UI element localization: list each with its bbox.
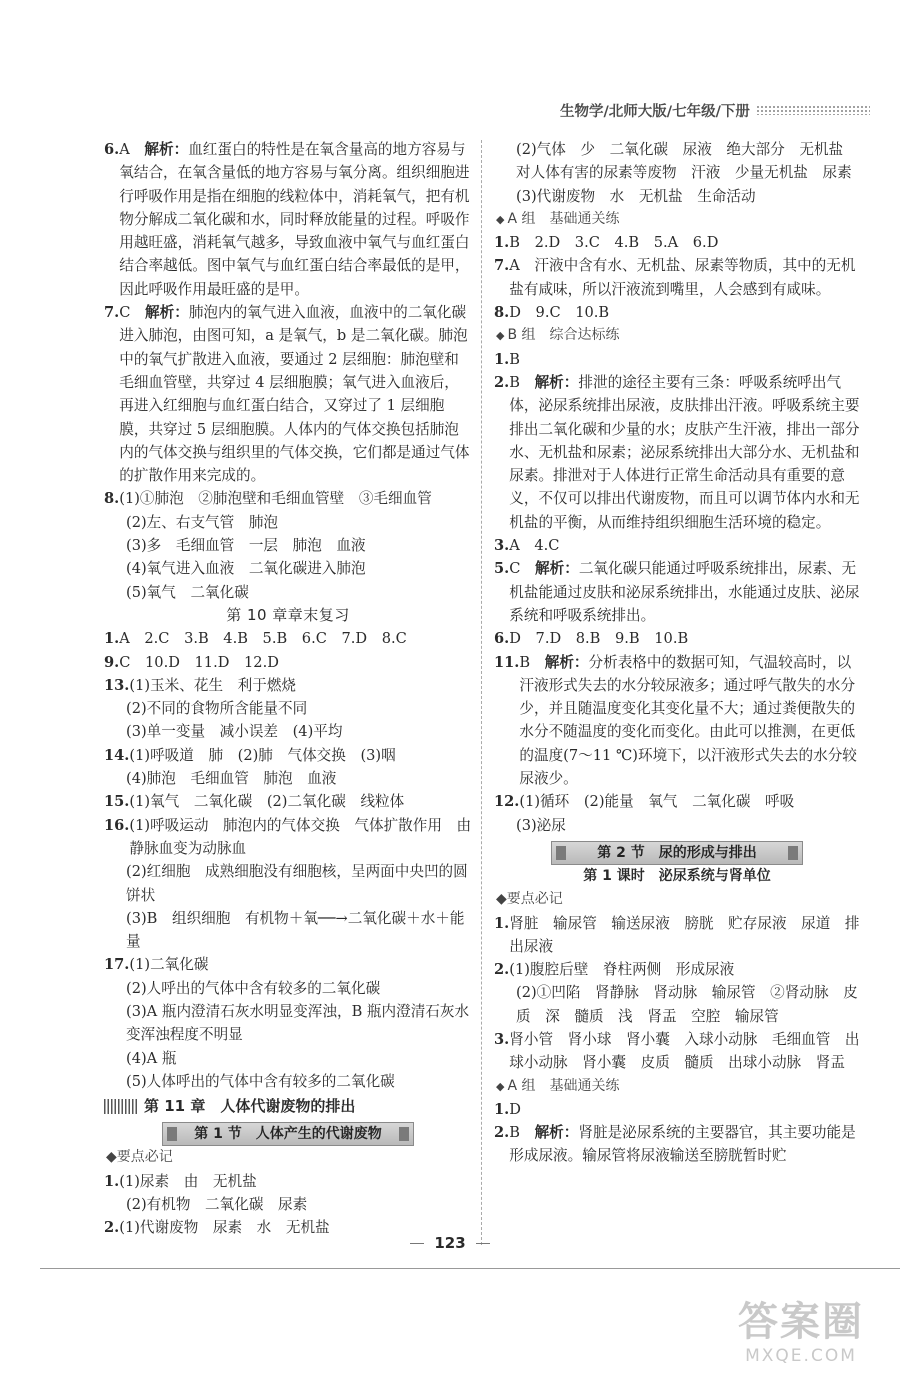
ch10-answer-16-sub: (3)B 组织细胞 有机物＋氧──→二氧化碳＋水＋能量 <box>126 909 465 951</box>
ch10-answer-16-sub: (2)红细胞 成熟细胞没有细胞核，呈两面中央凹的圆饼状 <box>126 863 468 904</box>
s1-answer-2-sub: (2)气体 少 二氧化碳 尿液 绝大部分 无机盐 对人体有害的尿素等废物 汗液 少量无机盐 尿素 <box>516 141 858 182</box>
group-a-answers-1-6: 1. B 2.D 3.C 4.B 5.A 6.D <box>494 234 719 252</box>
ch10-answer-14-sub: (4)肺泡 毛细血管 肺泡 血液 <box>126 770 337 788</box>
group-b-answer-2: 2. B 解析：排泄的途径主要有三条：呼吸系统呼出气体，泌尿系统排出尿液，皮肤排出汗液。呼吸系统主要排出二氧化碳和少量的水；皮肤产生汗液，排出一部分水、无机盐和尿素；泌尿系统排出大部分水、无机盐和尿素。排泄对于人体进行正常生命活动具有重要的意义，不仅可以排出代谢废物，而且可以调节体内水和无机盐的平衡，从而维持组织细胞生活环境的稳定。 <box>494 373 860 531</box>
group-a-heading: ◆ A 组 基础通关练 <box>496 210 620 227</box>
section2-banner: 第 2 节 尿的形成与排出 <box>551 841 803 865</box>
chapter10-review-title: 第 10 章章末复习 <box>226 605 350 624</box>
right-column <box>494 138 860 1168</box>
ch10-answer-17-sub: (4)A 瓶 <box>126 1049 177 1067</box>
diamond-icon: ◆ <box>496 329 505 343</box>
s1-answer-1-sub: (2)有机物 二氧化碳 尿素 <box>126 1196 308 1214</box>
s2-answer-3: 3. 肾小管 肾小球 肾小囊 入球小动脉 毛细血管 出球小动脉 肾小囊 皮质 髓质 出球小动脉 肾盂 <box>494 1030 860 1072</box>
group-b-answer-12: 12. (1)循环 (2)能量 氧气 二氧化碳 呼吸 <box>494 793 795 811</box>
diamond-icon: ◆ <box>496 212 505 226</box>
group-b-answers-6-10: 6. D 7.D 8.B 9.B 10.B <box>494 630 689 648</box>
s1-answer-2-sub: (3)代谢废物 水 无机盐 生命活动 <box>516 187 756 205</box>
ch10-answers-1-8: 1. A 2.C 3.B 4.B 5.B 6.C 7.D 8.C <box>104 630 407 648</box>
ch10-answer-13-sub: (3)单一变量 减小误差 (4)平均 <box>126 723 343 741</box>
diamond-icon: ◆ <box>496 1079 505 1093</box>
s2-group-a-answer-1: 1. D <box>494 1100 521 1118</box>
lesson1-title: 第 1 课时 泌尿系统与肾单位 <box>583 867 771 884</box>
s2-group-a-answer-2: 2. B 解析：肾脏是泌尿系统的主要器官，其主要功能是形成尿液。输尿管将尿液输送至膀胱暂时贮 <box>494 1124 856 1165</box>
group-a-heading: ◆ A 组 基础通关练 <box>496 1077 620 1094</box>
ch10-answer-15: 15. (1)氧气 二氧化碳 (2)二氧化碳 线粒体 <box>104 793 405 811</box>
running-header <box>560 98 870 122</box>
ch10-answer-17: 17. (1)二氧化碳 <box>104 956 209 974</box>
answer-8-sub: (5)氧气 二氧化碳 <box>126 583 249 601</box>
group-a-answers-8-10: 8. D 9.C 10.B <box>494 304 610 322</box>
answer-8-sub: (3)多 毛细血管 一层 肺泡 血液 <box>126 537 366 555</box>
section1-banner: 第 1 节 人体产生的代谢废物 <box>162 1122 414 1146</box>
s1-answer-2: 2. (1)代谢废物 尿素 水 无机盐 <box>104 1219 330 1237</box>
ch10-answer-13: 13. (1)玉米、花生 利于燃烧 <box>104 676 297 694</box>
group-b-answer-5: 5. C 解析：二氧化碳只能通过呼吸系统排出，尿素、无机盐能通过皮肤和泌尿系统排出，水能通过皮肤、泌尿系统和呼吸系统排出。 <box>494 560 860 624</box>
ch10-answer-17-sub: (3)A 瓶内澄清石灰水明显变浑浊，B 瓶内澄清石灰水变浑浊程度不明显 <box>126 1002 470 1044</box>
s2-answer-2-sub: (2)①凹陷 肾静脉 肾动脉 输尿管 ②肾动脉 皮质 深 髓质 浅 肾盂 空腔 输尿管 <box>516 984 858 1025</box>
page-number: 123 <box>0 1234 900 1252</box>
chapter11-banner: 第 11 章 人体代谢废物的排出 <box>104 1095 472 1118</box>
group-a-answer-7: 7. A 汗液中含有水、无机盐、尿素等物质，其中的无机盐有咸味，所以汗液流到嘴里，人会感到有咸味。 <box>494 257 856 298</box>
ch10-answer-14: 14. (1)呼吸道 肺 (2)肺 气体交换 (3)咽 <box>104 746 396 764</box>
left-column <box>104 138 472 1240</box>
column-divider <box>481 140 482 1245</box>
ch10-answer-16: 16. (1)呼吸运动 肺泡内的气体交换 气体扩散作用 由静脉血变为动脉血 <box>104 816 472 857</box>
footer-rule <box>40 1268 900 1269</box>
answer-8: 8. (1)①肺泡 ②肺泡壁和毛细血管壁 ③毛细血管 <box>104 490 432 508</box>
answer-6: 6. A 解析：血红蛋白的特性是在氧含量高的地方容易与氧结合，在氧含量低的地方容易与氧分离。组织细胞进行呼吸作用是指在细胞的线粒体中，消耗氧气，把有机物分解成二氧化碳和水，同时释放能量的过程。呼吸作用越旺盛，消耗氧气越多，导致血液中氧气与血红蛋白结合率越低。图中氧气与血红蛋白结合率最低的是甲，因此呼吸作用最旺盛的是甲。 <box>104 141 470 298</box>
key-points-heading: ◆要点必记 <box>106 1149 173 1166</box>
chapter-bars-ornament <box>104 1099 138 1114</box>
group-b-answer-11: 11. B 解析：分析表格中的数据可知，气温较高时，以汗液形式失去的水分较尿液多；通过呼气散失的水分少，并且随温度变化其变化量不大；通过粪便散失的水分不随温度的变化而变化。由此可以推测，在更低的温度(7～11 ℃)环境下，以汗液形式失去的水分较尿液少。 <box>494 653 857 788</box>
s2-answer-2: 2. (1)腹腔后壁 脊柱两侧 形成尿液 <box>494 961 735 979</box>
header-title: 生物学/北师大版/七年级/下册 <box>560 103 750 120</box>
answer-8-sub: (2)左、右支气管 肺泡 <box>126 513 279 531</box>
group-b-answer-1: 1. B <box>494 350 520 368</box>
watermark-logo: 答案圈 MXQE.COM <box>738 1299 864 1366</box>
group-b-heading: ◆ B 组 综合达标练 <box>496 327 620 344</box>
s2-answer-1: 1. 肾脏 输尿管 输送尿液 膀胱 贮存尿液 尿道 排出尿液 <box>494 914 860 955</box>
ch10-answer-13-sub: (2)不同的食物所含能量不同 <box>126 700 308 718</box>
ch10-answer-17-sub: (5)人体呼出的气体中含有较多的二氧化碳 <box>126 1072 395 1090</box>
answer-7: 7. C 解析：肺泡内的氧气进入血液，血液中的二氧化碳进入肺泡，由图可知，a 是氧气，b 是二氧化碳。肺泡中的氧气扩散进入血液，要通过 2 层细胞：肺泡壁和毛细血管壁，共穿过 4 层细胞膜；氧气进入血液后，再进入红细胞与血红蛋白结合，又穿过了 1 层细胞膜，共穿过 5 层细胞膜。人体内的气体交换包括肺泡内的气体交换与组织里的气体交换，它们都是通过气体的扩散作用来完成的。 <box>104 304 470 485</box>
header-dot-rule <box>756 105 870 115</box>
key-points-heading: ◆要点必记 <box>496 891 563 908</box>
group-b-answer-12-sub: (3)泌尿 <box>516 816 566 834</box>
ch10-answer-17-sub: (2)人呼出的气体中含有较多的二氧化碳 <box>126 979 381 997</box>
s1-answer-1: 1. (1)尿素 由 无机盐 <box>104 1172 257 1190</box>
ch10-answers-9-12: 9. C 10.D 11.D 12.D <box>104 653 279 671</box>
answer-8-sub: (4)氧气进入血液 二氧化碳进入肺泡 <box>126 560 366 578</box>
group-b-answers-3-4: 3. A 4.C <box>494 537 560 555</box>
